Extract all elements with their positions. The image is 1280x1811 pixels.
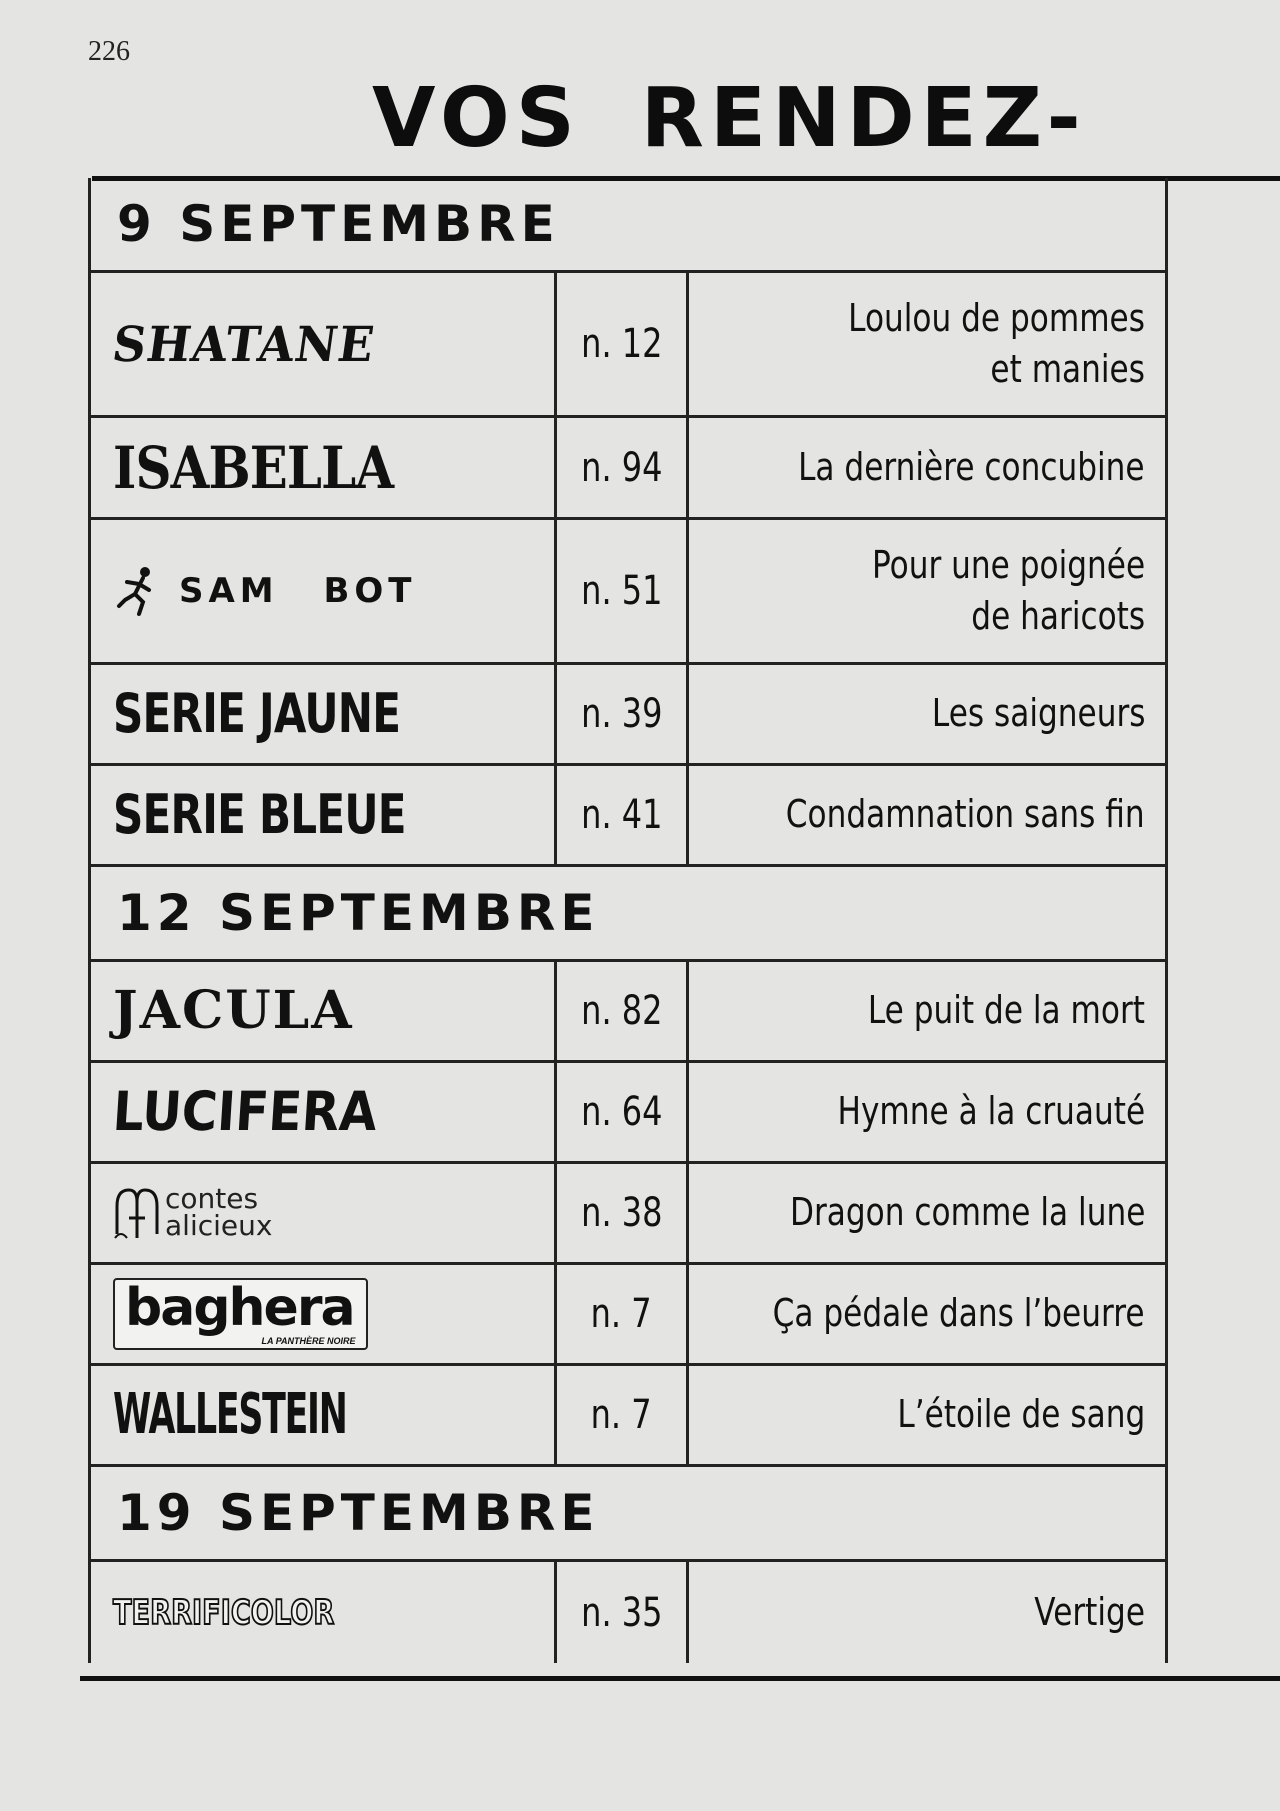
contes-malicieux-logo [113, 1184, 272, 1242]
story-cell [689, 766, 1165, 864]
contes-malicieux-text [165, 1182, 273, 1242]
series-logo-cell [91, 418, 557, 517]
story-cell [689, 962, 1165, 1060]
series-logo-cell [91, 962, 557, 1060]
issue-cell [557, 1265, 689, 1363]
story-title: La dernière concubine [798, 444, 1145, 489]
story-title: Pour une poignée de haricots [871, 542, 1145, 638]
table-row [91, 1063, 1165, 1164]
sam-bot-logo [113, 564, 416, 618]
issue-number: n. 35 [580, 1589, 663, 1636]
series-logo-cell [91, 1366, 557, 1464]
title-word-2: RENDEZ- [640, 71, 1087, 166]
lucifera-logo: LUCIFERA [111, 1080, 379, 1143]
story-title: Le puit de la mort [867, 988, 1145, 1033]
title-word-1: VOS [372, 71, 581, 166]
issue-number: n. 94 [580, 444, 663, 491]
ornate-m-icon [113, 1184, 161, 1242]
issue-cell [557, 962, 689, 1060]
issue-number: n. 7 [590, 1392, 652, 1438]
issue-cell [557, 273, 689, 415]
story-cell [689, 1562, 1165, 1663]
page-number: 226 [88, 36, 130, 67]
table-row [91, 1164, 1165, 1265]
issue-cell [557, 1366, 689, 1464]
bottom-rule [80, 1676, 1280, 1681]
story-title: Ça pédale dans l’beurre [773, 1291, 1145, 1336]
schedule-table [88, 178, 1168, 1663]
series-logo-cell [91, 1063, 557, 1161]
page-title [372, 71, 1087, 166]
issue-number: n. 82 [580, 988, 663, 1034]
table-row [91, 418, 1165, 520]
story-title: Condamnation sans fin [786, 792, 1145, 837]
terrificolor-logo: TERRIFICOLOR [113, 1592, 335, 1633]
date-header-9-septembre: 9 SEPTEMBRE [91, 178, 1165, 273]
series-logo-cell [91, 520, 557, 662]
table-row [91, 962, 1165, 1063]
issue-cell [557, 1164, 689, 1262]
series-logo-cell [91, 766, 557, 864]
date-header-12-septembre: 12 SEPTEMBRE [91, 867, 1165, 962]
contes-line-1: contes [165, 1182, 259, 1216]
story-cell [689, 1366, 1165, 1464]
table-row [91, 1265, 1165, 1366]
bagheera-logo [113, 1278, 368, 1349]
jacula-logo: JACULA [113, 980, 354, 1041]
sam-bot-text: SAM BOT [179, 571, 417, 611]
series-logo-cell [91, 1562, 557, 1663]
bagheera-subtitle: LA PANTHÈRE NOIRE [261, 1335, 356, 1346]
series-logo-cell [91, 273, 557, 415]
serie-jaune-logo: SERIE JAUNE [113, 682, 401, 745]
shatane-logo: SHATANE [109, 315, 379, 373]
story-title: Dragon comme la lune [789, 1190, 1145, 1235]
issue-cell [557, 1063, 689, 1161]
issue-cell [557, 665, 689, 763]
table-row [91, 1366, 1165, 1467]
table-row [91, 1562, 1165, 1663]
isabella-logo: ISABELLA [113, 433, 394, 502]
issue-cell [557, 1562, 689, 1663]
running-man-icon [113, 564, 161, 618]
story-cell [689, 520, 1165, 662]
table-row [91, 766, 1165, 867]
table-row [91, 520, 1165, 665]
story-title: Vertige [1034, 1589, 1145, 1634]
story-title: Les saigneurs [931, 691, 1145, 736]
issue-number: n. 7 [590, 1291, 652, 1337]
story-title: Hymne à la cruauté [837, 1089, 1145, 1134]
issue-number: n. 41 [580, 792, 663, 838]
story-title: Loulou de pommes et manies [848, 295, 1145, 391]
issue-cell [557, 766, 689, 864]
issue-number: n. 38 [580, 1190, 663, 1236]
story-cell [689, 273, 1165, 415]
issue-number: n. 39 [580, 691, 663, 737]
series-logo-cell [91, 665, 557, 763]
series-logo-cell [91, 1265, 557, 1363]
story-cell [689, 1265, 1165, 1363]
table-row [91, 273, 1165, 418]
story-title: L’étoile de sang [897, 1392, 1145, 1437]
date-header-19-septembre: 19 SEPTEMBRE [91, 1467, 1165, 1562]
issue-number: n. 51 [580, 568, 663, 614]
series-logo-cell [91, 1164, 557, 1262]
serie-bleue-logo: SERIE BLEUE [113, 783, 406, 846]
story-cell [689, 1164, 1165, 1262]
issue-cell [557, 520, 689, 662]
wallestein-logo: WALLESTEIN [113, 1382, 347, 1447]
table-row [91, 665, 1165, 766]
story-cell [689, 418, 1165, 517]
issue-number: n. 12 [580, 321, 663, 367]
bagheera-text: baghera [125, 1278, 354, 1339]
story-cell [689, 1063, 1165, 1161]
issue-number: n. 64 [580, 1089, 663, 1135]
issue-cell [557, 418, 689, 517]
contes-line-2: alicieux [165, 1209, 273, 1242]
story-cell [689, 665, 1165, 763]
